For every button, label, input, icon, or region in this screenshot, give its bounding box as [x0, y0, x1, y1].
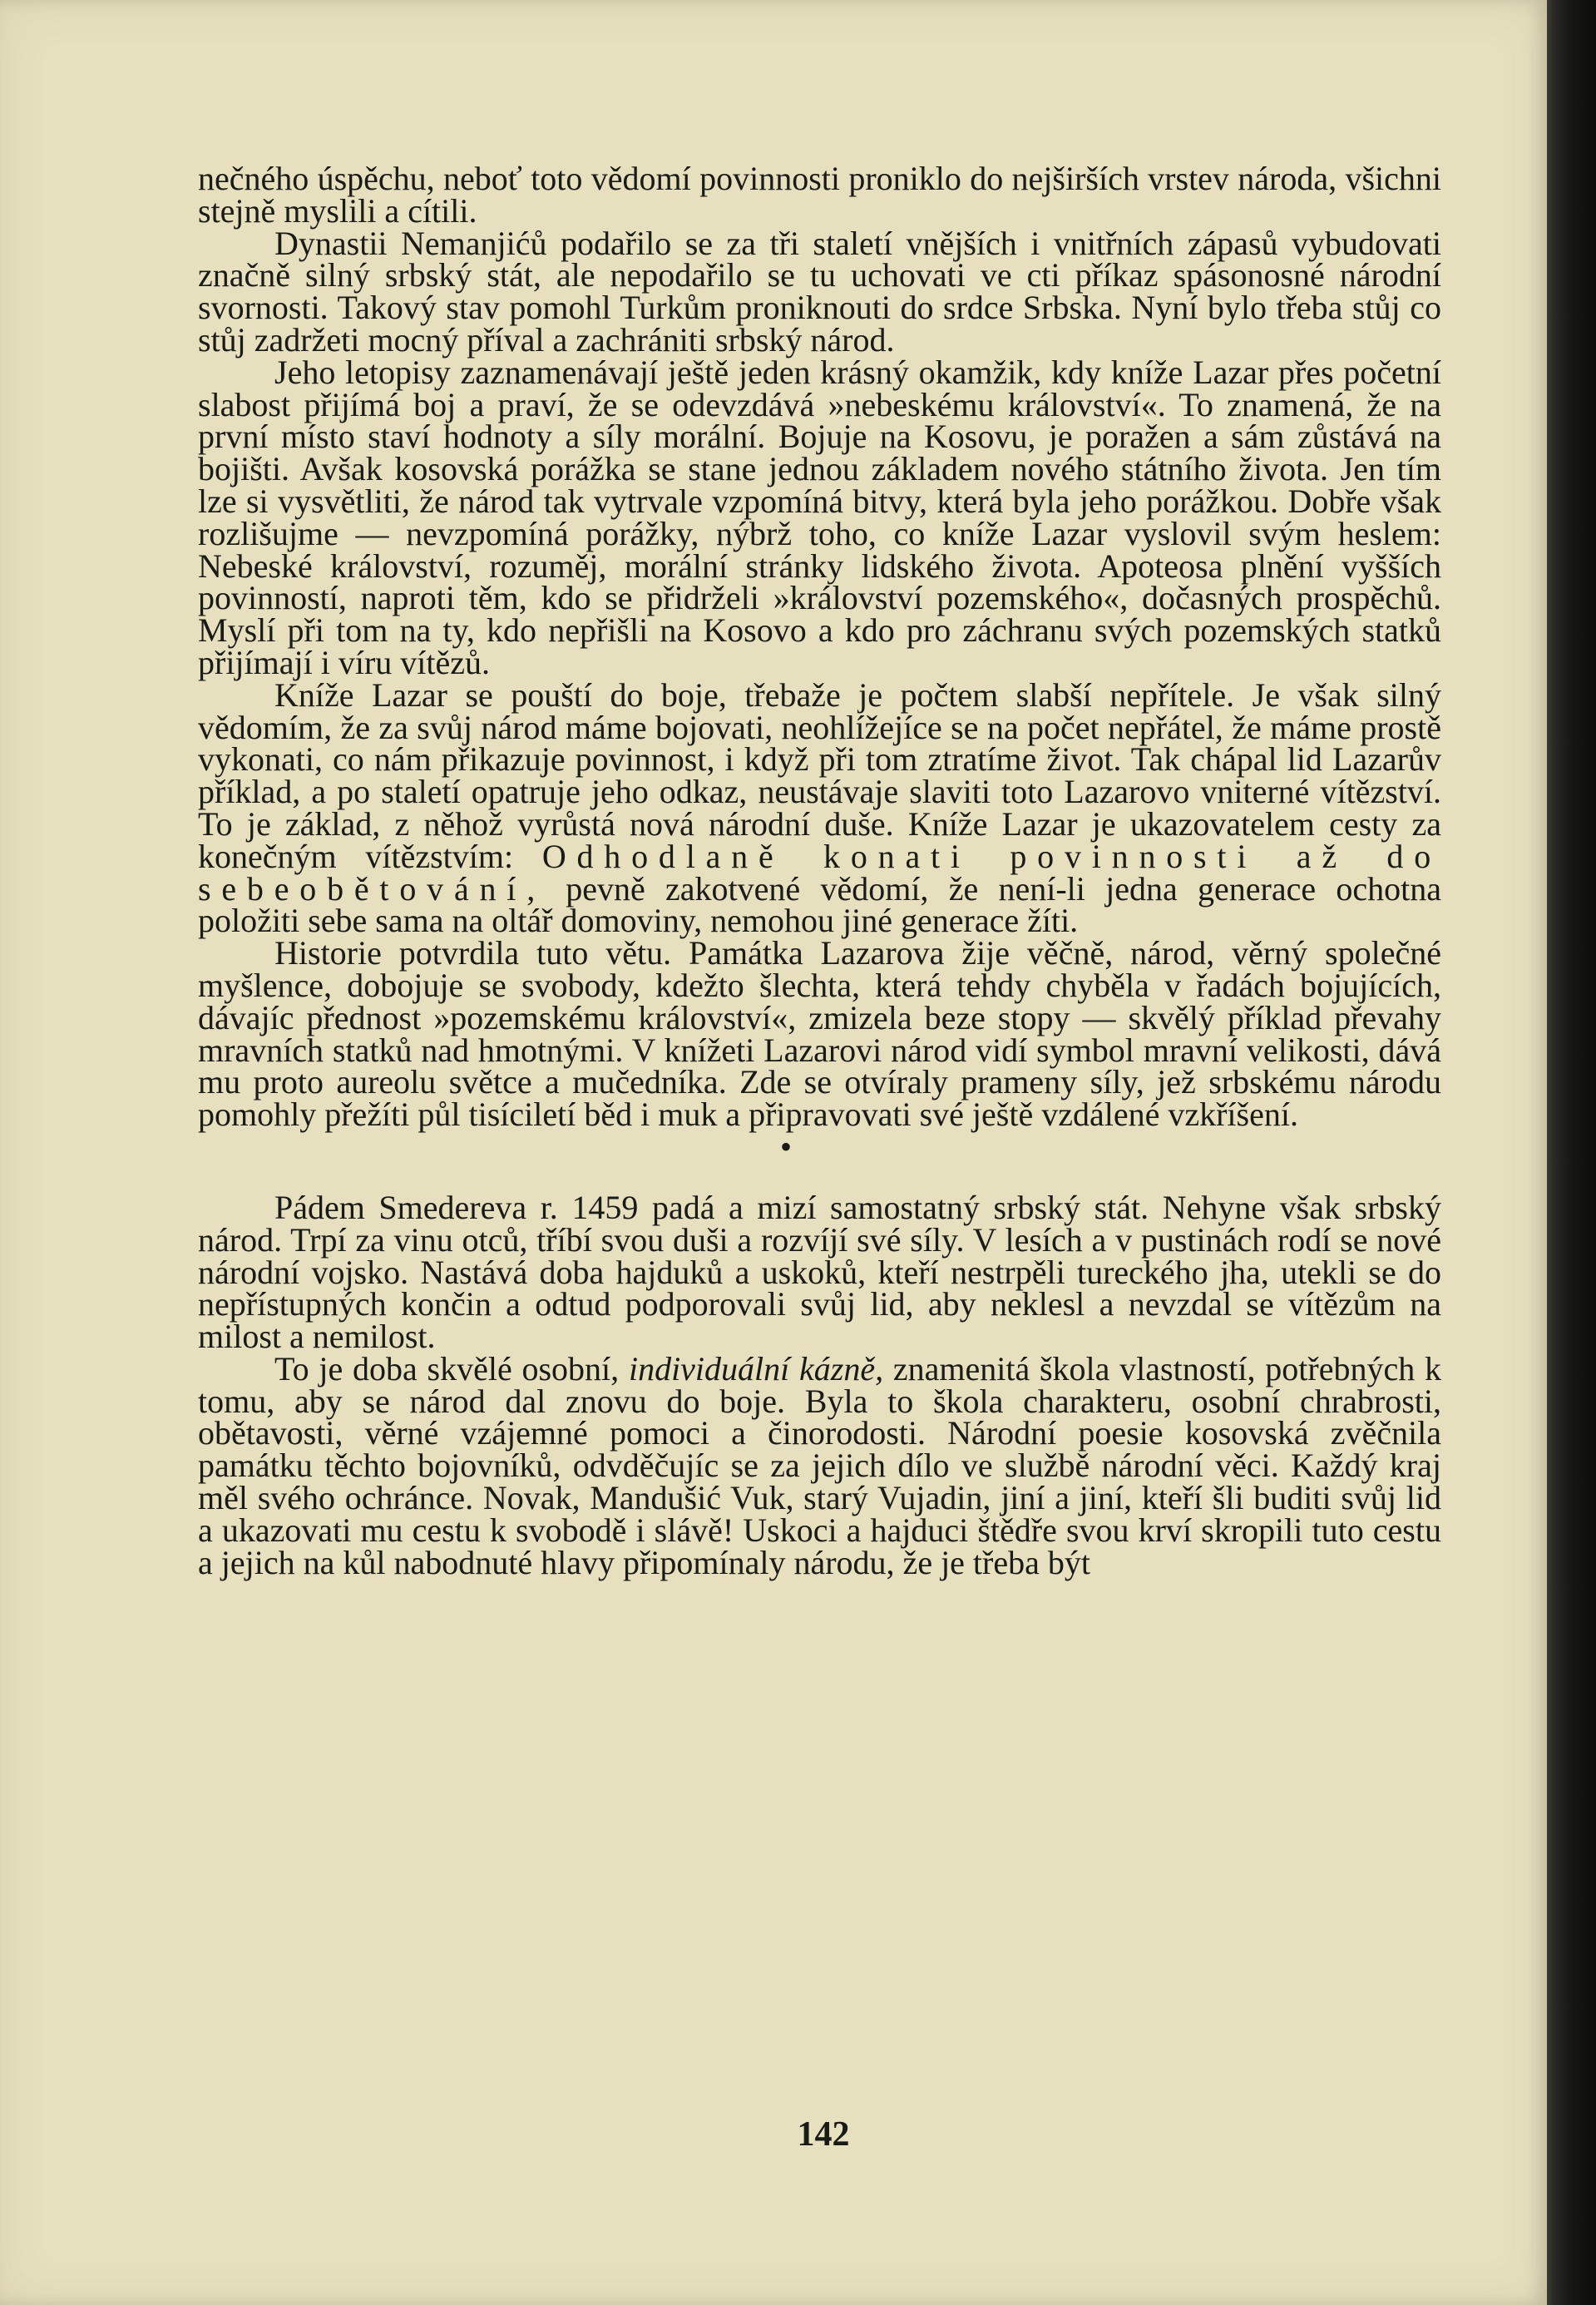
paragraph-lazar-chronicles: Jeho letopisy zaznamenávají ještě jeden krásný okamžik, kdy kníže Lazar přes početní slabost přijímá boj a praví, že se odevzdává »nebeskému království«. To znamená, že na první místo staví hodnoty a síly morální. Bojuje na Kosovu, je poražen a sám zůstává na bojišti. Avšak kosovská porážka se stane jednou základem nového státního života. Jen tím lze si vysvětliti, že národ tak vytrvale vzpomíná bitvy, která byla jeho porážkou. Dobře však rozlišujme — nevzpomíná porážky, nýbrž toho, co kníže Lazar vyslovil svým heslem: Nebeské království, rozuměj, morální stránky lidského života. Apoteosa plnění vyšších povinností, naproti těm, kdo se přidrželi »království pozemského«, dočasných prospěchů. Myslí při tom na ty, kdo nepřišli na Kosovo a kdo pro záchranu svých pozemských statků přijímají i víru vítězů.: [198, 353, 1441, 681]
page-number: 142: [797, 2115, 850, 2154]
paragraph-history-confirmed: Historie potvrdila tuto větu. Památka Lazarova žije věčně, národ, věrný společné myšlence, dobojuje se svobody, kdežto šlechta, která tehdy chyběla v řadách bojujících, dávajíc přednost »pozemskému království«, zmizela beze stopy — skvělý příklad převahy mravních statků nad hmotnými. V knížeti Lazarovi národ vidí symbol mravní velikosti, dává mu proto aureolu světce a mučedníka. Zde se otvíraly prameny síly, jež srbskému národu pomohly přežíti půl tisíciletí běd i muk a připravovati své ještě vzdálené vzkříšení.: [198, 934, 1441, 1134]
text-run: znamenitá škola vlastností, potřebných k tomu, aby se národ dal znovu do boje. Byla to škola charakteru, osobní chrabrosti, obětavosti, věrné vzájemné pomoci a činorodosti. Národní poesie kosovská zvěčnila památku těchto bojovníků, odvděčujíc se za jejich dílo ve službě národní věci. Každý kraj měl svého ochránce. Novak, Mandušić Vuk, starý Vujadin, jiní a jiní, kteří šli buditi svůj lid a ukazovati mu cestu k svobodě i slávě! Uskoci a hajduci štědře svou krví skropili tuto cestu a jejich na kůl nabodnuté hlavy připomínaly národu, že je třeba být: [198, 1349, 1441, 1581]
text-run: To je doba skvělé osobní,: [274, 1349, 620, 1387]
italic-emphasis: individuální kázně,: [628, 1349, 884, 1387]
paragraph-lazar-battle: [198, 675, 1441, 940]
spaced-emphasis: Odhodlaně konati povinnosti až do sebeobětování,: [198, 837, 1441, 908]
page-edge-shadow: [1547, 0, 1596, 2305]
paragraph-individual-discipline: [198, 1349, 1441, 1581]
paragraph-continuation: nečného úspěchu, neboť toto vědomí povinnosti proniklo do nejširších vrstev národa, všichni stejně myslili a cítili.: [198, 160, 1441, 230]
section-separator: [198, 1127, 1441, 1165]
text-run: Kníže Lazar se pouští do boje, třebaže je počtem slabší nepřítele. Je však silný vědomím, že za svůj národ máme bojovati, neohlížejíce se na počet nepřátel, že máme prostě vykonati, co nám přikazuje povinnost, i když při tom ztratíme život. Tak chápal lid Lazarův příklad, a po staletí opatruje jeho odkaz, neustávaje slaviti toto Lazarovo vniterné vítězství. To je základ, z něhož vyrůstá nová národní duše. Kníže Lazar je ukazovatelem cesty za konečným vítězstvím:: [198, 675, 1441, 875]
spacer: [198, 1164, 1441, 1192]
text-run: pevně zakotvené vědomí, že není-li jedna generace ochotna položiti sebe sama na oltář domoviny, nemohou jiné generace žíti.: [198, 869, 1441, 940]
paragraph-fall-of-smederevo: Pádem Smedereva r. 1459 padá a mizí samostatný srbský stát. Nehyne však srbský národ. Trpí za vinu otců, tříbí svou duši a rozvíjí své síly. V lesích a v pustinách rodí se nové národní vojsko. Nastává doba hajduků a uskoků, kteří nestrpěli tureckého jha, utekli se do nepřístupných končin a odtud podporovali svůj lid, aby neklesl a nevzdal se vítězům na milost a nemilost.: [198, 1188, 1441, 1356]
separator-dot: •: [780, 1127, 793, 1165]
paragraph-nemanjic-dynasty: Dynastii Nemanjićů podařilo se za tři staletí vnějších i vnitřních zápasů vybudovati značně silný srbský stát, ale nepodařilo se tu uchovati ve cti příkaz spásonosné národní svornosti. Takový stav pomohl Turkům proniknouti do srdce Srbska. Nyní bylo třeba stůj co stůj zadržeti mocný příval a zachrániti srbský národ.: [198, 224, 1441, 359]
body-text: [198, 160, 1441, 1581]
